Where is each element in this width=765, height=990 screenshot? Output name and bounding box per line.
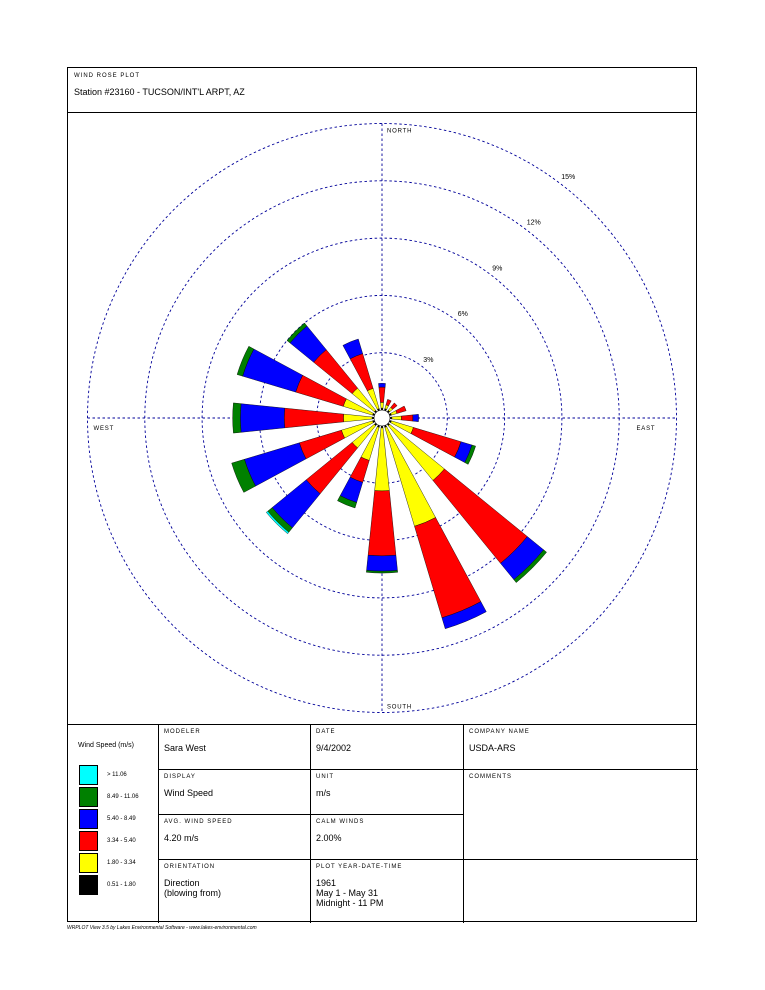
modeler-cell — [158, 725, 310, 770]
plot-time: Midnight - 11 PM — [316, 898, 384, 908]
wind-rose-plot-area — [68, 113, 696, 725]
petal-S-bin-0 — [381, 426, 383, 428]
legend-swatch — [79, 765, 98, 785]
date-value: 9/4/2002 — [316, 743, 352, 753]
petal-E-bin-1 — [392, 416, 402, 420]
orientation-cell — [158, 860, 310, 923]
company-label: COMPANY NAME — [469, 729, 530, 735]
legend-panel — [67, 725, 158, 923]
petal-W-bin-3 — [240, 404, 284, 433]
ring-label: 15% — [561, 173, 576, 181]
legend-item — [79, 875, 159, 895]
legend-label: 8.49 - 11.06 — [107, 794, 139, 800]
display-cell — [158, 770, 310, 815]
comments-cell — [463, 770, 698, 860]
petal-E-bin-0 — [390, 417, 392, 419]
petal-ENE-bin-2 — [396, 406, 406, 413]
orientation-value — [164, 878, 221, 898]
ring-label: 3% — [423, 356, 434, 364]
south-label: SOUTH — [387, 704, 412, 711]
petal-WNW-bin-3 — [243, 349, 303, 392]
petal-W-bin-0 — [372, 417, 374, 419]
petal-W-bin-1 — [343, 414, 372, 422]
calm-winds-cell — [310, 815, 463, 860]
legend-item — [79, 765, 159, 785]
date-cell — [310, 725, 463, 770]
company-value: USDA-ARS — [469, 743, 516, 753]
petal-N-bin-3 — [378, 383, 385, 387]
unit-cell — [310, 770, 463, 815]
legend-item — [79, 809, 159, 829]
legend-item — [79, 853, 159, 873]
petal-W-bin-4 — [233, 403, 241, 433]
orientation-line-2: (blowing from) — [164, 888, 222, 898]
legend-swatch — [79, 787, 98, 807]
petal-W-bin-2 — [284, 408, 343, 428]
plot-period-cell — [310, 860, 463, 923]
avg-wind-cell — [158, 815, 310, 860]
north-label: NORTH — [387, 128, 413, 135]
info-panel — [68, 725, 696, 923]
modeler-label: MODELER — [164, 729, 201, 735]
plot-dates: May 1 - May 31 — [316, 888, 379, 898]
petal-E-bin-3 — [413, 414, 419, 421]
legend-swatch — [79, 809, 98, 829]
orientation-line-1: Direction — [164, 878, 200, 888]
legend-swatch — [79, 853, 98, 873]
legend-title: Wind Speed (m/s) — [78, 742, 135, 749]
petal-S-bin-3 — [367, 555, 398, 571]
legend-label: 0.51 - 1.80 — [107, 882, 136, 888]
petal-N-bin-2 — [379, 387, 385, 402]
plot-year: 1961 — [316, 878, 337, 888]
petal-SSE-bin-2 — [414, 518, 480, 618]
petal-S-bin-2 — [368, 491, 396, 556]
plot-period-value — [316, 878, 383, 908]
petal-E-bin-2 — [401, 415, 413, 421]
plot-period-label: PLOT YEAR-DATE-TIME — [316, 864, 403, 870]
petal-S-bin-1 — [375, 428, 390, 491]
wind-rose-report — [67, 67, 697, 922]
avg-wind-value: 4.20 m/s — [164, 833, 199, 843]
legend-label: 1.80 - 3.34 — [107, 860, 136, 866]
calm-winds-label: CALM WINDS — [316, 819, 365, 825]
wind-petals — [232, 323, 547, 629]
station-title: Station #23160 - TUCSON/INT'L ARPT, AZ — [74, 87, 245, 97]
unit-label: UNIT — [316, 774, 334, 780]
ring-label: 6% — [457, 311, 468, 319]
company-cell — [463, 725, 698, 770]
display-value: Wind Speed — [164, 788, 214, 798]
petal-NE-bin-2 — [391, 403, 397, 409]
modeler-value: Sara West — [164, 743, 206, 753]
display-label: DISPLAY — [164, 774, 196, 780]
blank-cell — [463, 860, 698, 923]
calm-circle — [374, 410, 390, 426]
ring-label: 12% — [526, 219, 541, 227]
report-header — [68, 68, 696, 113]
wind-rose-chart — [68, 113, 696, 724]
software-footer: WRPLOT View 3.5 by Lakes Environmental Software - www.lakes-environmental.com — [67, 925, 257, 931]
legend-swatch — [79, 831, 98, 851]
orientation-label: ORIENTATION — [164, 864, 216, 870]
legend-item — [79, 831, 159, 851]
petal-N-bin-1 — [380, 402, 383, 408]
report-type-label: WIND ROSE PLOT — [74, 73, 141, 79]
comments-label: COMMENTS — [469, 774, 512, 780]
legend-swatch — [79, 875, 98, 895]
ring-label: 9% — [492, 265, 503, 273]
petal-NNE-bin-2 — [386, 399, 391, 406]
unit-value: m/s — [316, 788, 331, 798]
legend-item — [79, 787, 159, 807]
legend-label: > 11.06 — [107, 772, 127, 778]
date-label: DATE — [316, 729, 336, 735]
west-label: WEST — [93, 426, 115, 432]
avg-wind-label: AVG. WIND SPEED — [164, 819, 233, 825]
east-label: EAST — [636, 426, 656, 432]
legend-label: 5.40 - 8.49 — [107, 816, 136, 822]
calm-winds-value: 2.00% — [316, 833, 342, 843]
petal-WSW-bin-3 — [244, 443, 306, 486]
legend-label: 3.34 - 5.40 — [107, 838, 136, 844]
petal-N-bin-0 — [381, 408, 383, 410]
